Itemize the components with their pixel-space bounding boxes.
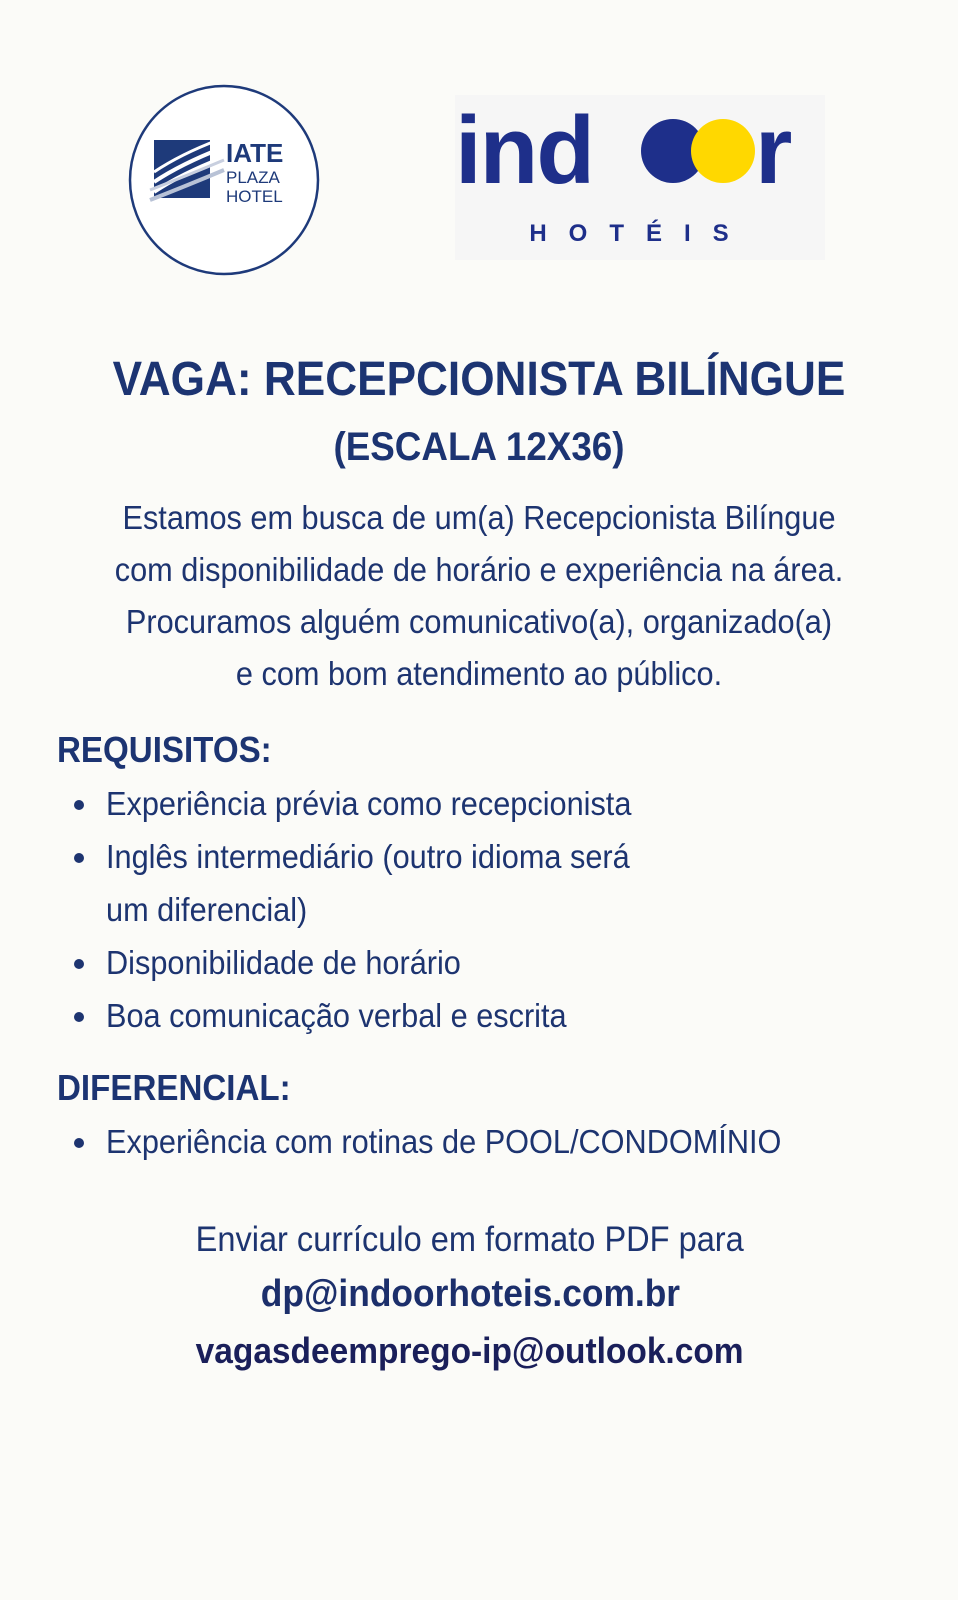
indoor-word-left: ind	[455, 97, 593, 204]
description-line: com disponibilidade de horário e experiência na área.	[114, 551, 844, 588]
list-item	[70, 936, 671, 989]
indoor-logo-icon	[455, 95, 825, 260]
indoor-hoteis-logo	[455, 95, 825, 260]
iate-plaza-hotel-logo	[126, 82, 322, 278]
contact-email-primary-text[interactable]: dp@indoorhoteis.com.br	[260, 1273, 680, 1315]
contact-instructions	[0, 1213, 940, 1267]
list-item-continuation	[70, 883, 671, 936]
list-item-text: Inglês intermediário (outro idioma será	[106, 838, 630, 875]
contact-email-primary[interactable]	[0, 1266, 940, 1322]
list-item-text: Disponibilidade de horário	[106, 944, 461, 981]
list-item	[70, 1115, 832, 1168]
indoor-second-o	[691, 119, 755, 183]
contact-email-secondary-text[interactable]: vagasdeemprego-ip@outlook.com	[196, 1330, 744, 1371]
description-line: e com bom atendimento ao público.	[235, 655, 723, 692]
differential-heading: DIFERENCIAL:	[57, 1067, 291, 1108]
contact-instructions-text: Enviar currículo em formato PDF para	[195, 1220, 745, 1259]
description-line: Estamos em busca de um(a) Recepcionista Bilíngue	[122, 499, 836, 536]
job-title: VAGA: RECEPCIONISTA BILÍNGUE	[112, 353, 846, 406]
requirements-heading: REQUISITOS:	[57, 729, 272, 770]
differential-list	[70, 1115, 832, 1168]
job-description	[20, 492, 938, 700]
list-item-text: Experiência prévia como recepcionista	[106, 785, 632, 822]
iate-logo-line2: PLAZA	[226, 168, 280, 187]
list-item-text: Experiência com rotinas de POOL/CONDOMÍNIO	[106, 1123, 782, 1160]
indoor-word-right: r	[755, 97, 793, 204]
job-schedule: (ESCALA 12X36)	[333, 425, 625, 469]
list-item-text: um diferencial)	[106, 891, 308, 928]
list-item	[70, 830, 671, 883]
iate-logo-icon	[126, 82, 322, 278]
list-item	[70, 777, 671, 830]
list-item-text: Boa comunicação verbal e escrita	[106, 997, 567, 1034]
iate-logo-line1: IATE	[226, 138, 284, 168]
list-item	[70, 989, 671, 1042]
indoor-subtitle: HOTÉIS	[529, 220, 751, 247]
description-line: Procuramos alguém comunicativo(a), organizado(a)	[125, 603, 833, 640]
requirements-list	[70, 777, 671, 1042]
contact-email-secondary[interactable]	[0, 1323, 940, 1379]
iate-logo-line3: HOTEL	[226, 187, 283, 206]
